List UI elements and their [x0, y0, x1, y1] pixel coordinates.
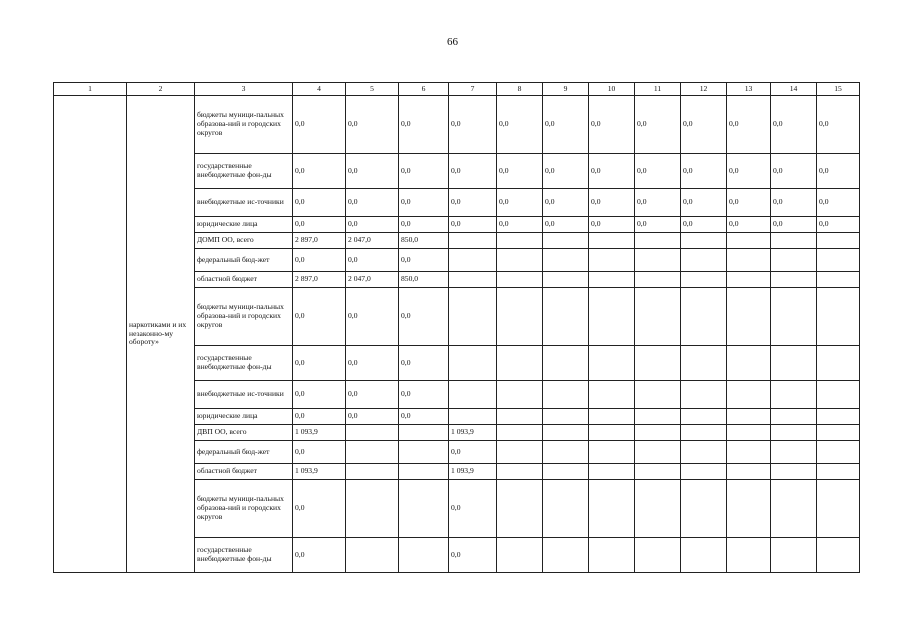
table-header-row: [54, 83, 860, 96]
value-cell: [543, 381, 589, 409]
value-cell: [635, 464, 681, 480]
value-cell: 0,0: [589, 189, 635, 217]
value-cell: [543, 288, 589, 346]
column-header: 1: [54, 83, 127, 96]
value-cell: [817, 272, 860, 288]
value-cell: [635, 381, 681, 409]
funding-source-label: внебюджетные ис-точники: [195, 189, 293, 217]
value-cell: 1 093,9: [449, 464, 497, 480]
value-cell: [771, 288, 817, 346]
value-cell: 0,0: [346, 189, 399, 217]
value-cell: [449, 249, 497, 272]
value-cell: 0,0: [635, 154, 681, 189]
value-cell: 850,0: [399, 233, 449, 249]
value-cell: 0,0: [543, 154, 589, 189]
value-cell: [543, 233, 589, 249]
value-cell: [817, 249, 860, 272]
value-cell: [635, 233, 681, 249]
value-cell: 0,0: [399, 96, 449, 154]
value-cell: 0,0: [449, 441, 497, 464]
value-cell: [727, 480, 771, 538]
value-cell: 0,0: [399, 346, 449, 381]
value-cell: [543, 441, 589, 464]
value-cell: [589, 464, 635, 480]
value-cell: [817, 346, 860, 381]
value-cell: [817, 233, 860, 249]
value-cell: [771, 480, 817, 538]
funding-source-label: ДОМП ОО, всего: [195, 233, 293, 249]
funding-source-label: областной бюджет: [195, 272, 293, 288]
value-cell: [771, 346, 817, 381]
value-cell: [497, 538, 543, 573]
value-cell: [497, 346, 543, 381]
value-cell: [346, 425, 399, 441]
value-cell: 0,0: [771, 154, 817, 189]
value-cell: 0,0: [771, 217, 817, 233]
value-cell: 0,0: [346, 154, 399, 189]
value-cell: 0,0: [346, 409, 399, 425]
value-cell: [817, 288, 860, 346]
value-cell: [497, 381, 543, 409]
value-cell: [449, 288, 497, 346]
value-cell: 850,0: [399, 272, 449, 288]
value-cell: 2 897,0: [293, 272, 346, 288]
value-cell: [727, 441, 771, 464]
value-cell: 0,0: [399, 409, 449, 425]
value-cell: 0,0: [497, 154, 543, 189]
value-cell: [681, 249, 727, 272]
value-cell: [817, 441, 860, 464]
column-header: 12: [681, 83, 727, 96]
value-cell: [497, 409, 543, 425]
value-cell: [449, 409, 497, 425]
value-cell: 0,0: [543, 217, 589, 233]
value-cell: 0,0: [293, 96, 346, 154]
funding-source-label: государственные внебюджетные фон-ды: [195, 538, 293, 573]
value-cell: [543, 272, 589, 288]
value-cell: 0,0: [635, 96, 681, 154]
value-cell: [635, 441, 681, 464]
value-cell: [543, 480, 589, 538]
value-cell: 0,0: [817, 96, 860, 154]
value-cell: [589, 409, 635, 425]
value-cell: 0,0: [346, 217, 399, 233]
value-cell: 0,0: [293, 480, 346, 538]
value-cell: [635, 425, 681, 441]
value-cell: 0,0: [399, 381, 449, 409]
value-cell: [497, 249, 543, 272]
funding-source-label: юридические лица: [195, 217, 293, 233]
value-cell: 0,0: [727, 189, 771, 217]
value-cell: [449, 272, 497, 288]
value-cell: 0,0: [635, 189, 681, 217]
value-cell: 0,0: [681, 217, 727, 233]
value-cell: [543, 538, 589, 573]
value-cell: [497, 288, 543, 346]
value-cell: 0,0: [293, 538, 346, 573]
table-body: [54, 96, 860, 573]
value-cell: [635, 249, 681, 272]
value-cell: 1 093,9: [293, 425, 346, 441]
value-cell: 0,0: [293, 249, 346, 272]
value-cell: 2 897,0: [293, 233, 346, 249]
value-cell: [727, 288, 771, 346]
value-cell: [543, 425, 589, 441]
value-cell: [589, 480, 635, 538]
value-cell: [771, 538, 817, 573]
value-cell: 0,0: [681, 189, 727, 217]
value-cell: 0,0: [543, 189, 589, 217]
column-header: 9: [543, 83, 589, 96]
value-cell: [497, 441, 543, 464]
value-cell: [727, 346, 771, 381]
column-header: 7: [449, 83, 497, 96]
value-cell: [681, 409, 727, 425]
funding-source-label: бюджеты муници-пальных образова-ний и городских округов: [195, 288, 293, 346]
value-cell: [635, 409, 681, 425]
value-cell: [399, 480, 449, 538]
funding-source-label: федеральный бюд-жет: [195, 441, 293, 464]
page-number: 66: [447, 36, 458, 48]
value-cell: [497, 233, 543, 249]
column-header: 14: [771, 83, 817, 96]
value-cell: 2 047,0: [346, 233, 399, 249]
column-header: 10: [589, 83, 635, 96]
budget-table: [53, 82, 860, 573]
value-cell: 0,0: [293, 189, 346, 217]
value-cell: 0,0: [346, 381, 399, 409]
value-cell: [681, 381, 727, 409]
value-cell: [497, 480, 543, 538]
value-cell: [681, 480, 727, 538]
value-cell: 0,0: [817, 217, 860, 233]
column-header: 2: [127, 83, 195, 96]
value-cell: 0,0: [497, 96, 543, 154]
value-cell: 0,0: [346, 249, 399, 272]
value-cell: [727, 464, 771, 480]
value-cell: [681, 464, 727, 480]
value-cell: 0,0: [293, 441, 346, 464]
value-cell: [399, 425, 449, 441]
value-cell: 0,0: [635, 217, 681, 233]
column-header: 15: [817, 83, 860, 96]
value-cell: 0,0: [399, 217, 449, 233]
value-cell: 0,0: [589, 217, 635, 233]
value-cell: [346, 480, 399, 538]
value-cell: 0,0: [817, 189, 860, 217]
value-cell: [817, 464, 860, 480]
value-cell: [681, 288, 727, 346]
funding-source-label: бюджеты муници-пальных образова-ний и городских округов: [195, 480, 293, 538]
value-cell: [399, 464, 449, 480]
column-header: 4: [293, 83, 346, 96]
value-cell: 0,0: [449, 189, 497, 217]
value-cell: [497, 272, 543, 288]
funding-source-label: внебюджетные ис-точники: [195, 381, 293, 409]
value-cell: [771, 233, 817, 249]
column-header: 13: [727, 83, 771, 96]
value-cell: 0,0: [449, 217, 497, 233]
value-cell: [727, 409, 771, 425]
value-cell: [771, 409, 817, 425]
value-cell: [635, 480, 681, 538]
value-cell: [817, 538, 860, 573]
value-cell: [449, 381, 497, 409]
value-cell: [543, 346, 589, 381]
value-cell: 0,0: [346, 346, 399, 381]
value-cell: 0,0: [449, 480, 497, 538]
value-cell: [589, 538, 635, 573]
value-cell: [346, 441, 399, 464]
table-row: [54, 96, 860, 154]
value-cell: 0,0: [293, 346, 346, 381]
value-cell: 0,0: [681, 154, 727, 189]
value-cell: 0,0: [449, 538, 497, 573]
value-cell: 0,0: [771, 189, 817, 217]
column-1-cell: [54, 96, 127, 573]
funding-source-label: федеральный бюд-жет: [195, 249, 293, 272]
value-cell: 2 047,0: [346, 272, 399, 288]
value-cell: [346, 464, 399, 480]
value-cell: [543, 464, 589, 480]
value-cell: [771, 249, 817, 272]
value-cell: 0,0: [727, 96, 771, 154]
funding-source-label: бюджеты муници-пальных образова-ний и городских округов: [195, 96, 293, 154]
value-cell: [346, 538, 399, 573]
value-cell: 0,0: [399, 288, 449, 346]
value-cell: 0,0: [681, 96, 727, 154]
value-cell: 0,0: [293, 288, 346, 346]
value-cell: 1 093,9: [293, 464, 346, 480]
value-cell: [727, 538, 771, 573]
value-cell: 0,0: [589, 154, 635, 189]
value-cell: [589, 425, 635, 441]
value-cell: 0,0: [449, 154, 497, 189]
value-cell: [589, 249, 635, 272]
value-cell: [771, 464, 817, 480]
value-cell: 0,0: [346, 96, 399, 154]
value-cell: [681, 441, 727, 464]
funding-source-label: ДВП ОО, всего: [195, 425, 293, 441]
value-cell: [589, 272, 635, 288]
value-cell: 0,0: [399, 154, 449, 189]
value-cell: [771, 381, 817, 409]
value-cell: 0,0: [727, 154, 771, 189]
value-cell: [589, 346, 635, 381]
value-cell: [635, 288, 681, 346]
value-cell: [635, 346, 681, 381]
program-name-cell: наркотиками и их незаконно-му обороту»: [127, 96, 195, 573]
funding-source-label: государственные внебюджетные фон-ды: [195, 154, 293, 189]
value-cell: [817, 381, 860, 409]
value-cell: [399, 538, 449, 573]
value-cell: [771, 441, 817, 464]
value-cell: [635, 272, 681, 288]
value-cell: 0,0: [771, 96, 817, 154]
value-cell: [543, 409, 589, 425]
column-header: 5: [346, 83, 399, 96]
value-cell: [817, 425, 860, 441]
value-cell: [817, 480, 860, 538]
value-cell: [543, 249, 589, 272]
column-header: 6: [399, 83, 449, 96]
value-cell: 0,0: [727, 217, 771, 233]
column-header: 11: [635, 83, 681, 96]
value-cell: 0,0: [293, 409, 346, 425]
value-cell: [589, 441, 635, 464]
value-cell: 0,0: [399, 189, 449, 217]
value-cell: 0,0: [346, 288, 399, 346]
value-cell: [727, 233, 771, 249]
value-cell: [681, 233, 727, 249]
value-cell: 0,0: [399, 249, 449, 272]
funding-source-label: областной бюджет: [195, 464, 293, 480]
value-cell: [771, 272, 817, 288]
value-cell: [727, 381, 771, 409]
value-cell: [497, 464, 543, 480]
value-cell: [497, 425, 543, 441]
value-cell: 0,0: [293, 154, 346, 189]
value-cell: [681, 346, 727, 381]
value-cell: 0,0: [497, 189, 543, 217]
column-header: 3: [195, 83, 293, 96]
value-cell: [727, 425, 771, 441]
value-cell: [681, 538, 727, 573]
value-cell: [399, 441, 449, 464]
value-cell: [449, 346, 497, 381]
value-cell: [817, 409, 860, 425]
value-cell: [727, 272, 771, 288]
value-cell: [589, 233, 635, 249]
funding-source-label: юридические лица: [195, 409, 293, 425]
value-cell: [635, 538, 681, 573]
value-cell: 0,0: [543, 96, 589, 154]
value-cell: [589, 288, 635, 346]
value-cell: [771, 425, 817, 441]
value-cell: 0,0: [449, 96, 497, 154]
value-cell: 0,0: [589, 96, 635, 154]
value-cell: 0,0: [293, 217, 346, 233]
value-cell: 0,0: [293, 381, 346, 409]
funding-source-label: государственные внебюджетные фон-ды: [195, 346, 293, 381]
value-cell: [727, 249, 771, 272]
value-cell: [681, 425, 727, 441]
value-cell: [449, 233, 497, 249]
column-header: 8: [497, 83, 543, 96]
value-cell: [589, 381, 635, 409]
value-cell: 1 093,9: [449, 425, 497, 441]
value-cell: 0,0: [817, 154, 860, 189]
value-cell: 0,0: [497, 217, 543, 233]
value-cell: [681, 272, 727, 288]
